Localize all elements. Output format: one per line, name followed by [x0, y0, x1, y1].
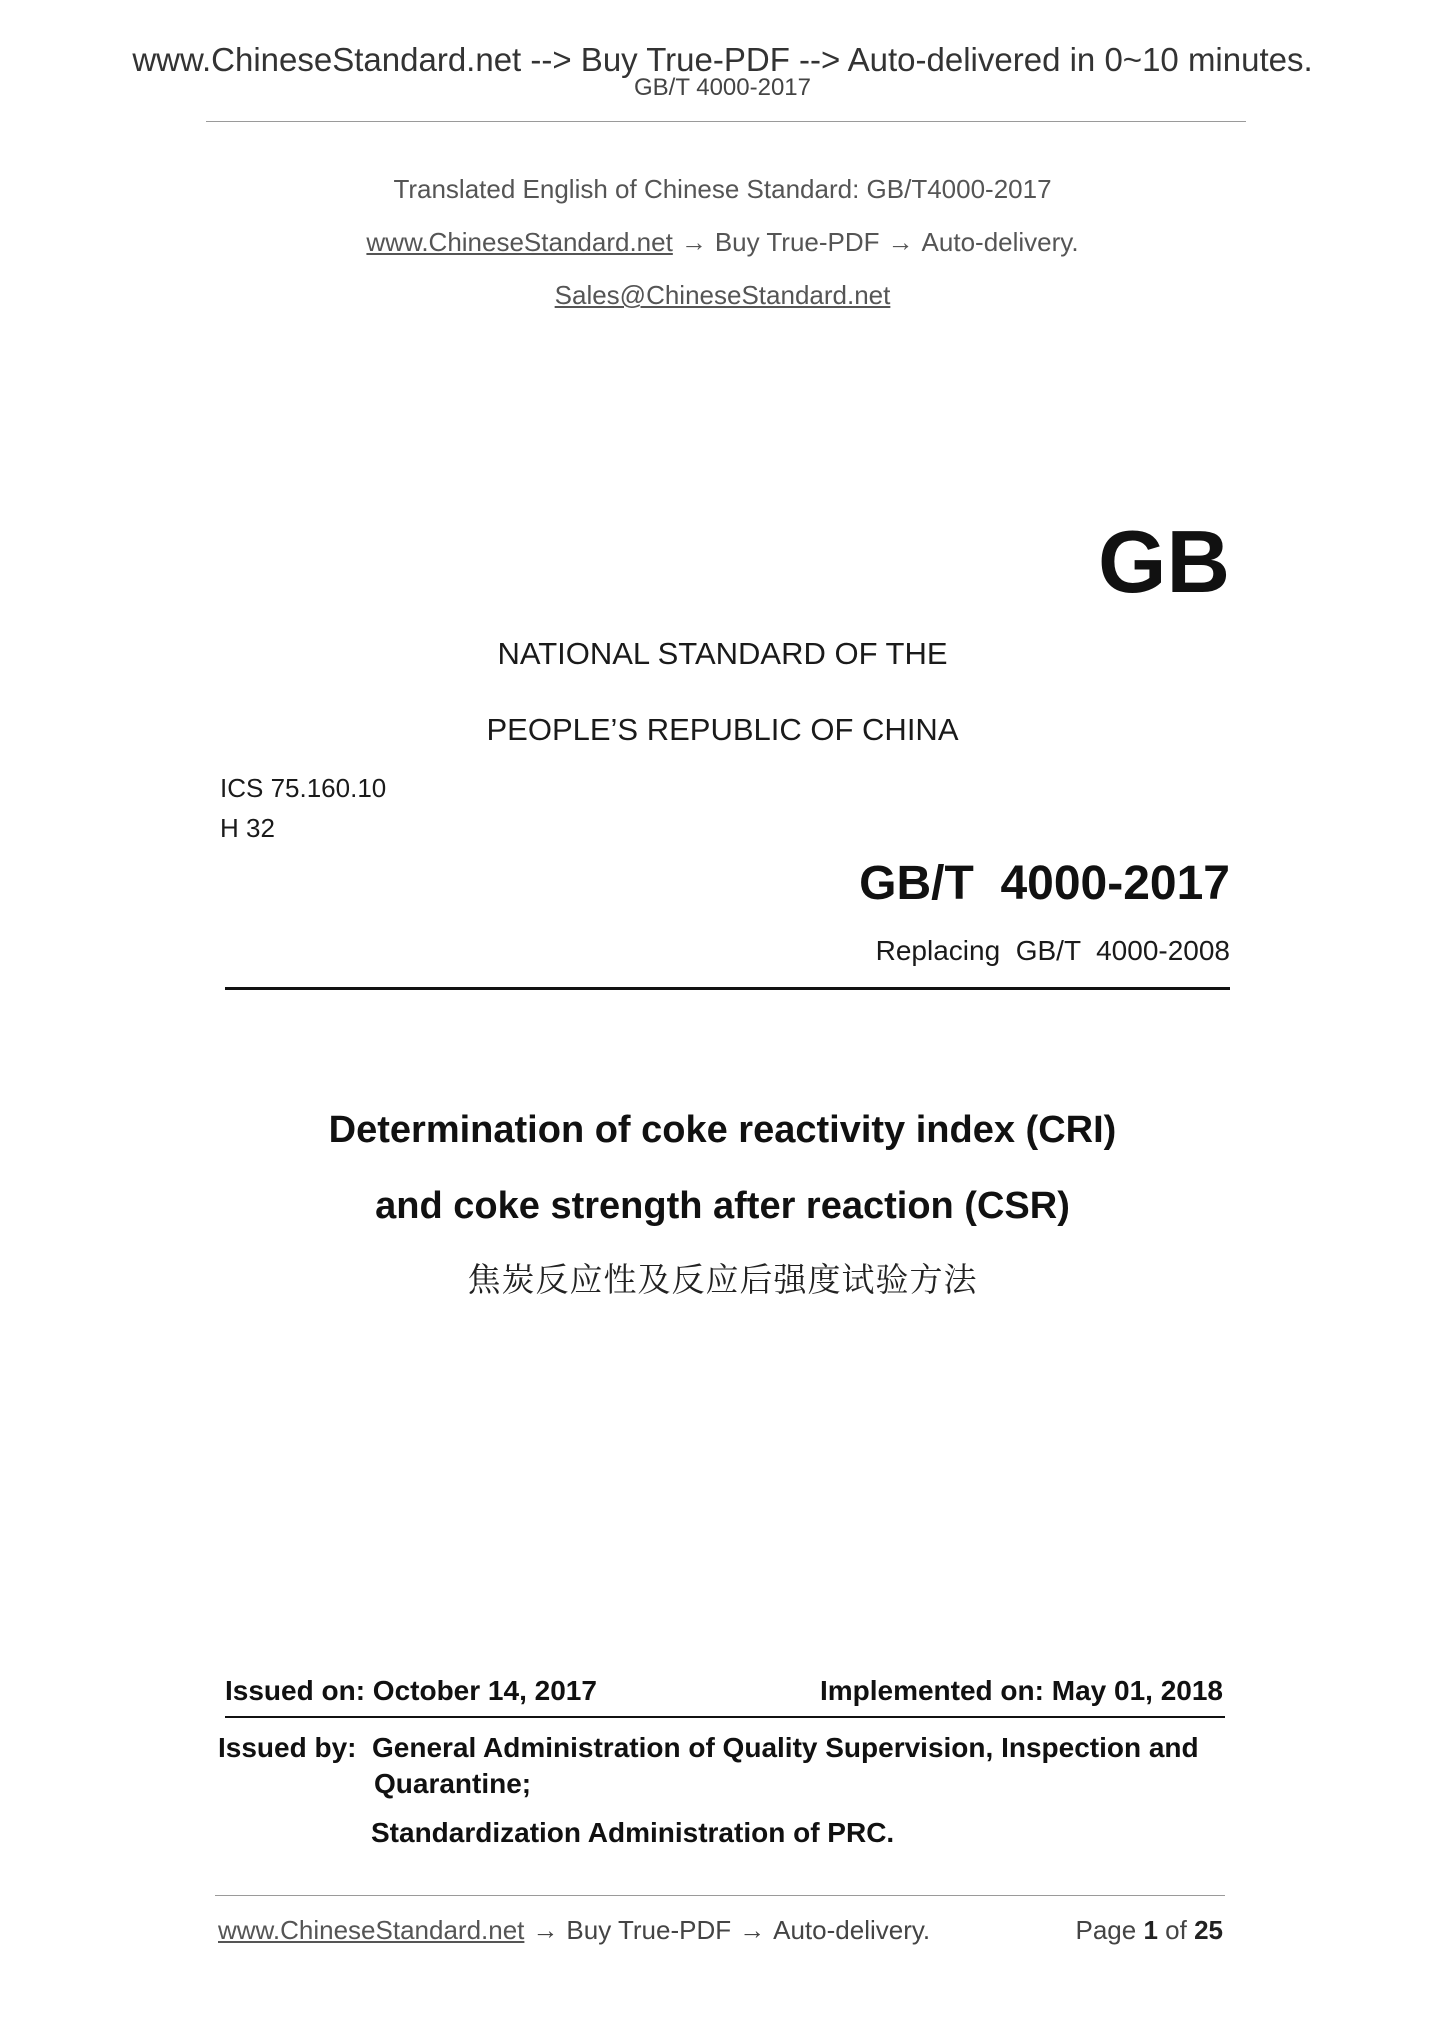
arrow-right-icon: →: [532, 1915, 559, 1945]
footer-purchase-line: [218, 1915, 930, 1945]
page-indicator: [1075, 1915, 1223, 1945]
issuer-line-2: Quarantine;: [374, 1768, 532, 1799]
arrow-right-icon: →: [680, 227, 707, 257]
footer-buy-text: Buy True-PDF: [566, 1915, 732, 1945]
buy-text: Buy True-PDF: [714, 227, 880, 257]
dates-divider: [225, 1716, 1225, 1718]
issuer-line-1: General Administration of Quality Supervision, Inspection and: [372, 1732, 1199, 1763]
ics-code: ICS 75.160.10: [220, 773, 387, 803]
document-title-line-1: Determination of coke reactivity index (CRI): [328, 1109, 1117, 1151]
issuer-line-3: Standardization Administration of PRC.: [371, 1817, 895, 1848]
of-label: of: [1165, 1915, 1187, 1945]
top-banner: www.ChineseStandard.net --> Buy True-PDF --> Auto-delivered in 0~10 minutes.: [132, 41, 1313, 78]
title-divider: [225, 987, 1230, 990]
chinese-title: 焦炭反应性及反应后强度试验方法: [467, 1261, 978, 1298]
page-number: 1: [1143, 1915, 1158, 1945]
email-line: [0, 280, 1445, 310]
page-total: 25: [1194, 1915, 1223, 1945]
arrow-right-icon: →: [739, 1915, 766, 1945]
header-divider: [206, 121, 1246, 122]
document-title-line-2: and coke strength after reaction (CSR): [375, 1185, 1070, 1227]
implemented-on-date: Implemented on: May 01, 2018: [819, 1675, 1223, 1706]
national-standard-line-1: NATIONAL STANDARD OF THE: [497, 636, 948, 671]
national-standard-line-2: PEOPLE’S REPUBLIC OF CHINA: [486, 712, 959, 747]
translation-note: Translated English of Chinese Standard: GB/T4000-2017: [393, 174, 1052, 204]
purchase-line: [0, 227, 1445, 257]
page-label: Page: [1075, 1915, 1137, 1945]
footer-site-link[interactable]: www.ChineseStandard.net: [218, 1915, 525, 1945]
issued-on-date: Issued on: October 14, 2017: [225, 1675, 597, 1706]
classification-code: H 32: [220, 813, 275, 843]
sales-email-link[interactable]: Sales@ChineseStandard.net: [554, 280, 891, 310]
issued-by-label: Issued by:: [218, 1732, 357, 1763]
footer-divider: [215, 1895, 1225, 1896]
standard-code: GB/T 4000-2017: [859, 857, 1230, 910]
replacing-note: Replacing GB/T 4000-2008: [875, 935, 1230, 966]
footer-delivery-text: Auto-delivery.: [773, 1915, 931, 1945]
site-link[interactable]: www.ChineseStandard.net: [366, 227, 673, 257]
running-head: GB/T 4000-2017: [633, 74, 811, 101]
arrow-right-icon: →: [887, 227, 914, 257]
gb-mark: GB: [1098, 512, 1230, 611]
delivery-text: Auto-delivery.: [921, 227, 1079, 257]
